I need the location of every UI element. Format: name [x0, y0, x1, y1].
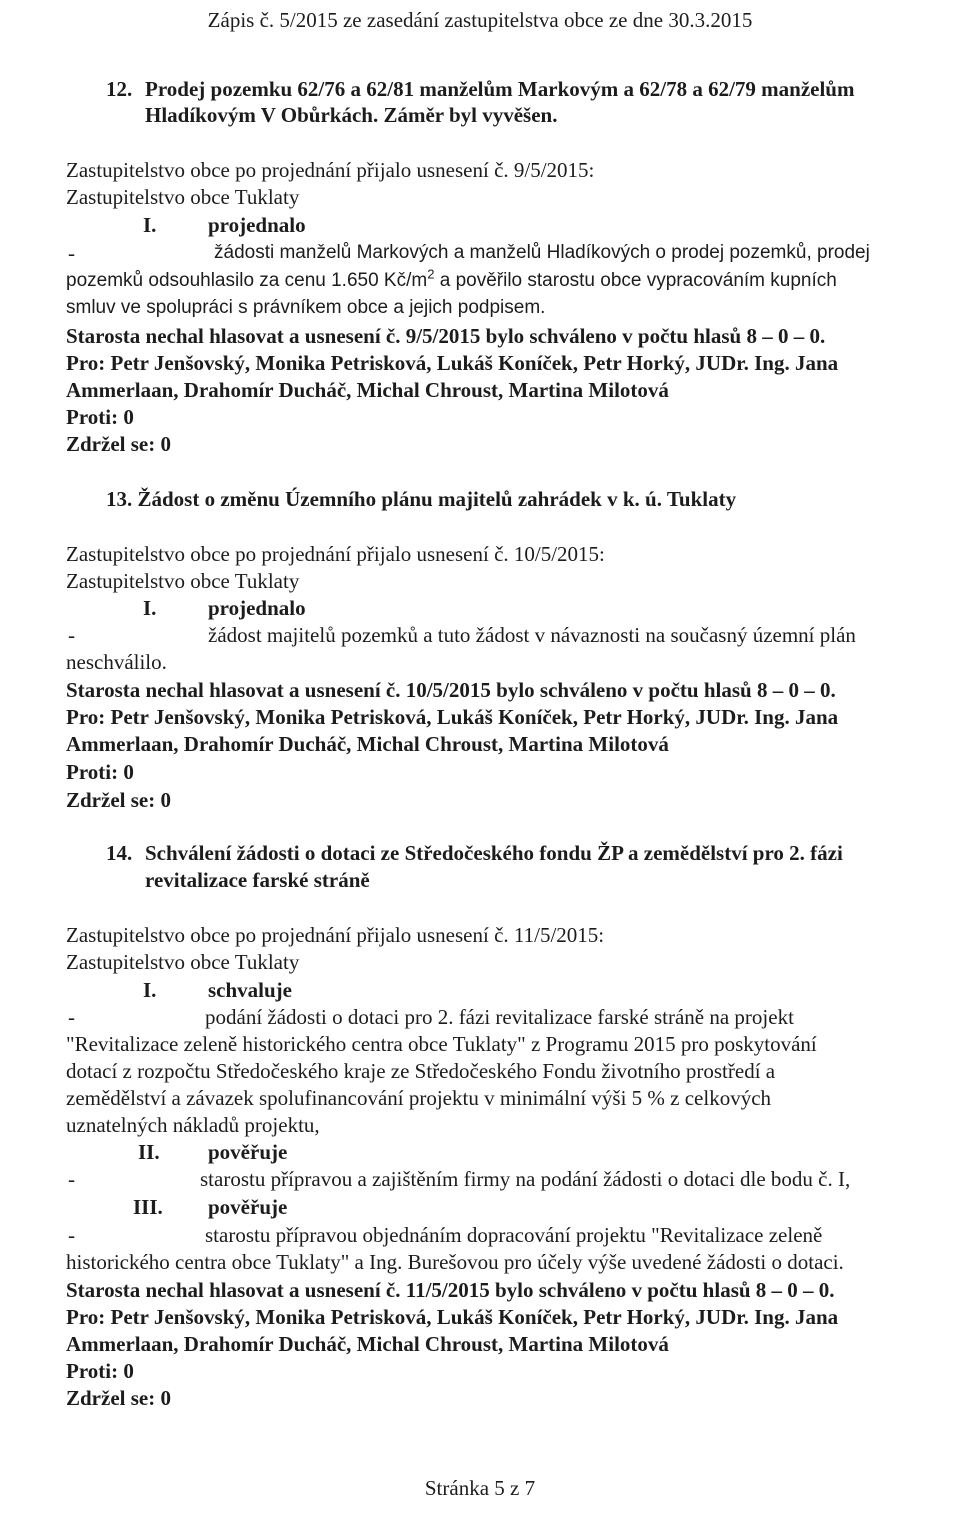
section-14-dash-3: -: [68, 1223, 75, 1247]
section-13-roman: I.: [143, 596, 157, 620]
section-14-verb-1: schvaluje: [208, 978, 292, 1002]
section-14-title-line1: Schválení žádosti o dotaci ze Středočeského fondu ŽP a zemědělství pro 2. fázi: [145, 841, 843, 865]
section-13-dash: -: [68, 623, 75, 647]
section-14-dash-2: -: [68, 1167, 75, 1191]
page-footer: Stránka 5 z 7: [424, 1476, 536, 1500]
section-14-text5: uznatelných nákladů projektu,: [66, 1113, 320, 1137]
section-14-body: Zastupitelstvo obce Tuklaty: [66, 950, 300, 974]
section-14-verb-2: pověřuje: [208, 1140, 288, 1164]
section-12-dash: -: [68, 241, 75, 265]
section-14-pro-line1: Pro: Petr Jenšovský, Monika Petrisková, Lukáš Koníček, Petr Horký, JUDr. Ing. Jana: [66, 1305, 839, 1329]
section-13-title: 13. Žádost o změnu Územního plánu majitelů zahrádek v k. ú. Tuklaty: [106, 487, 737, 511]
section-13-pro-line2: Ammerlaan, Drahomír Ducháč, Michal Chroust, Martina Milotová: [66, 732, 669, 756]
section-12-pro-line1: Pro: Petr Jenšovský, Monika Petrisková, Lukáš Koníček, Petr Horký, JUDr. Ing. Jana: [66, 351, 839, 375]
section-14-text7: starostu přípravou objednáním dopracování projektu "Revitalizace zeleně: [205, 1223, 823, 1247]
section-14-text8: historického centra obce Tuklaty" a Ing. Burešovou pro účely výše uvedené žádosti o dotaci.: [66, 1250, 844, 1274]
section-14-vote: Starosta nechal hlasovat a usnesení č. 11/5/2015 bylo schváleno v počtu hlasů 8 – 0 – 0.: [66, 1278, 835, 1302]
section-12-pro-line2: Ammerlaan, Drahomír Ducháč, Michal Chroust, Martina Milotová: [66, 378, 669, 402]
section-14-zdrzel: Zdržel se: 0: [66, 1386, 171, 1410]
section-12-number: 12.: [106, 77, 133, 101]
section-13-verb: projednalo: [208, 596, 306, 620]
section-14-text2: "Revitalizace zeleně historického centra obce Tuklaty" z Programu 2015 pro poskytování: [66, 1032, 817, 1056]
section-14-pro-line2: Ammerlaan, Drahomír Ducháč, Michal Chroust, Martina Milotová: [66, 1332, 669, 1356]
section-12-vote: Starosta nechal hlasovat a usnesení č. 9/5/2015 bylo schváleno v počtu hlasů 8 – 0 – 0.: [66, 324, 826, 348]
section-12-roman: I.: [143, 213, 157, 237]
section-12-text2: [66, 268, 837, 294]
section-13-text1: žádost majitelů pozemků a tuto žádost v návaznosti na současný územní plán: [208, 623, 856, 647]
section-13-proti: Proti: 0: [66, 760, 134, 784]
section-12-text2b: a pověřilo starostu obce vypracováním kupních: [434, 270, 837, 291]
section-14-title-line2: revitalizace farské stráně: [145, 868, 370, 892]
section-12-body: Zastupitelstvo obce Tuklaty: [66, 185, 300, 209]
section-14-proti: Proti: 0: [66, 1359, 134, 1383]
section-13-text2: neschválilo.: [66, 650, 167, 674]
section-14-text6: starostu přípravou a zajištěním firmy na podání žádosti o dotaci dle bodu č. I,: [200, 1167, 851, 1191]
section-12-text3: smluv ve spolupráci s právníkem obce a jejich podpisem.: [66, 297, 546, 318]
section-14-intro: Zastupitelstvo obce po projednání přijalo usnesení č. 11/5/2015:: [66, 923, 605, 947]
section-14-roman-2: II.: [138, 1140, 160, 1164]
section-13-vote: Starosta nechal hlasovat a usnesení č. 10/5/2015 bylo schváleno v počtu hlasů 8 – 0 – 0.: [66, 678, 836, 702]
section-13-body: Zastupitelstvo obce Tuklaty: [66, 569, 300, 593]
section-12-intro: Zastupitelstvo obce po projednání přijalo usnesení č. 9/5/2015:: [66, 158, 595, 182]
section-12-proti: Proti: 0: [66, 405, 134, 429]
section-14-verb-3: pověřuje: [208, 1195, 288, 1219]
section-12-verb: projednalo: [208, 213, 306, 237]
section-12-text1: žádosti manželů Markových a manželů Hladíkových o prodej pozemků, prodej: [214, 242, 870, 263]
section-12-text2-sup: 2: [427, 266, 435, 282]
section-12-title-line1: Prodej pozemku 62/76 a 62/81 manželům Markovým a 62/78 a 62/79 manželům: [145, 77, 855, 101]
section-14-text3: dotací z rozpočtu Středočeského kraje ze Středočeského Fondu životního prostředí a: [66, 1059, 776, 1083]
section-13-pro-line1: Pro: Petr Jenšovský, Monika Petrisková, Lukáš Koníček, Petr Horký, JUDr. Ing. Jana: [66, 705, 839, 729]
section-13-intro: Zastupitelstvo obce po projednání přijalo usnesení č. 10/5/2015:: [66, 542, 605, 566]
section-12-title-line2: Hladíkovým V Obůrkách. Záměr byl vyvěšen.: [145, 103, 558, 127]
section-14-dash-1: -: [68, 1005, 75, 1029]
section-14-roman-3: III.: [133, 1195, 163, 1219]
section-13-zdrzel: Zdržel se: 0: [66, 788, 171, 812]
section-14-roman-1: I.: [143, 978, 157, 1002]
section-14-text4: zemědělství a závazek spolufinancování projektu v minimální výši 5 % z celkových: [66, 1086, 772, 1110]
section-12-zdrzel: Zdržel se: 0: [66, 432, 171, 456]
section-12-text2a: pozemků odsouhlasilo za cenu 1.650 Kč/m: [66, 270, 428, 291]
page-header: Zápis č. 5/2015 ze zasedání zastupitelstva obce ze dne 30.3.2015: [207, 8, 753, 32]
section-14-text1: podání žádosti o dotaci pro 2. fázi revitalizace farské stráně na projekt: [205, 1005, 794, 1029]
section-14-number: 14.: [106, 841, 133, 865]
